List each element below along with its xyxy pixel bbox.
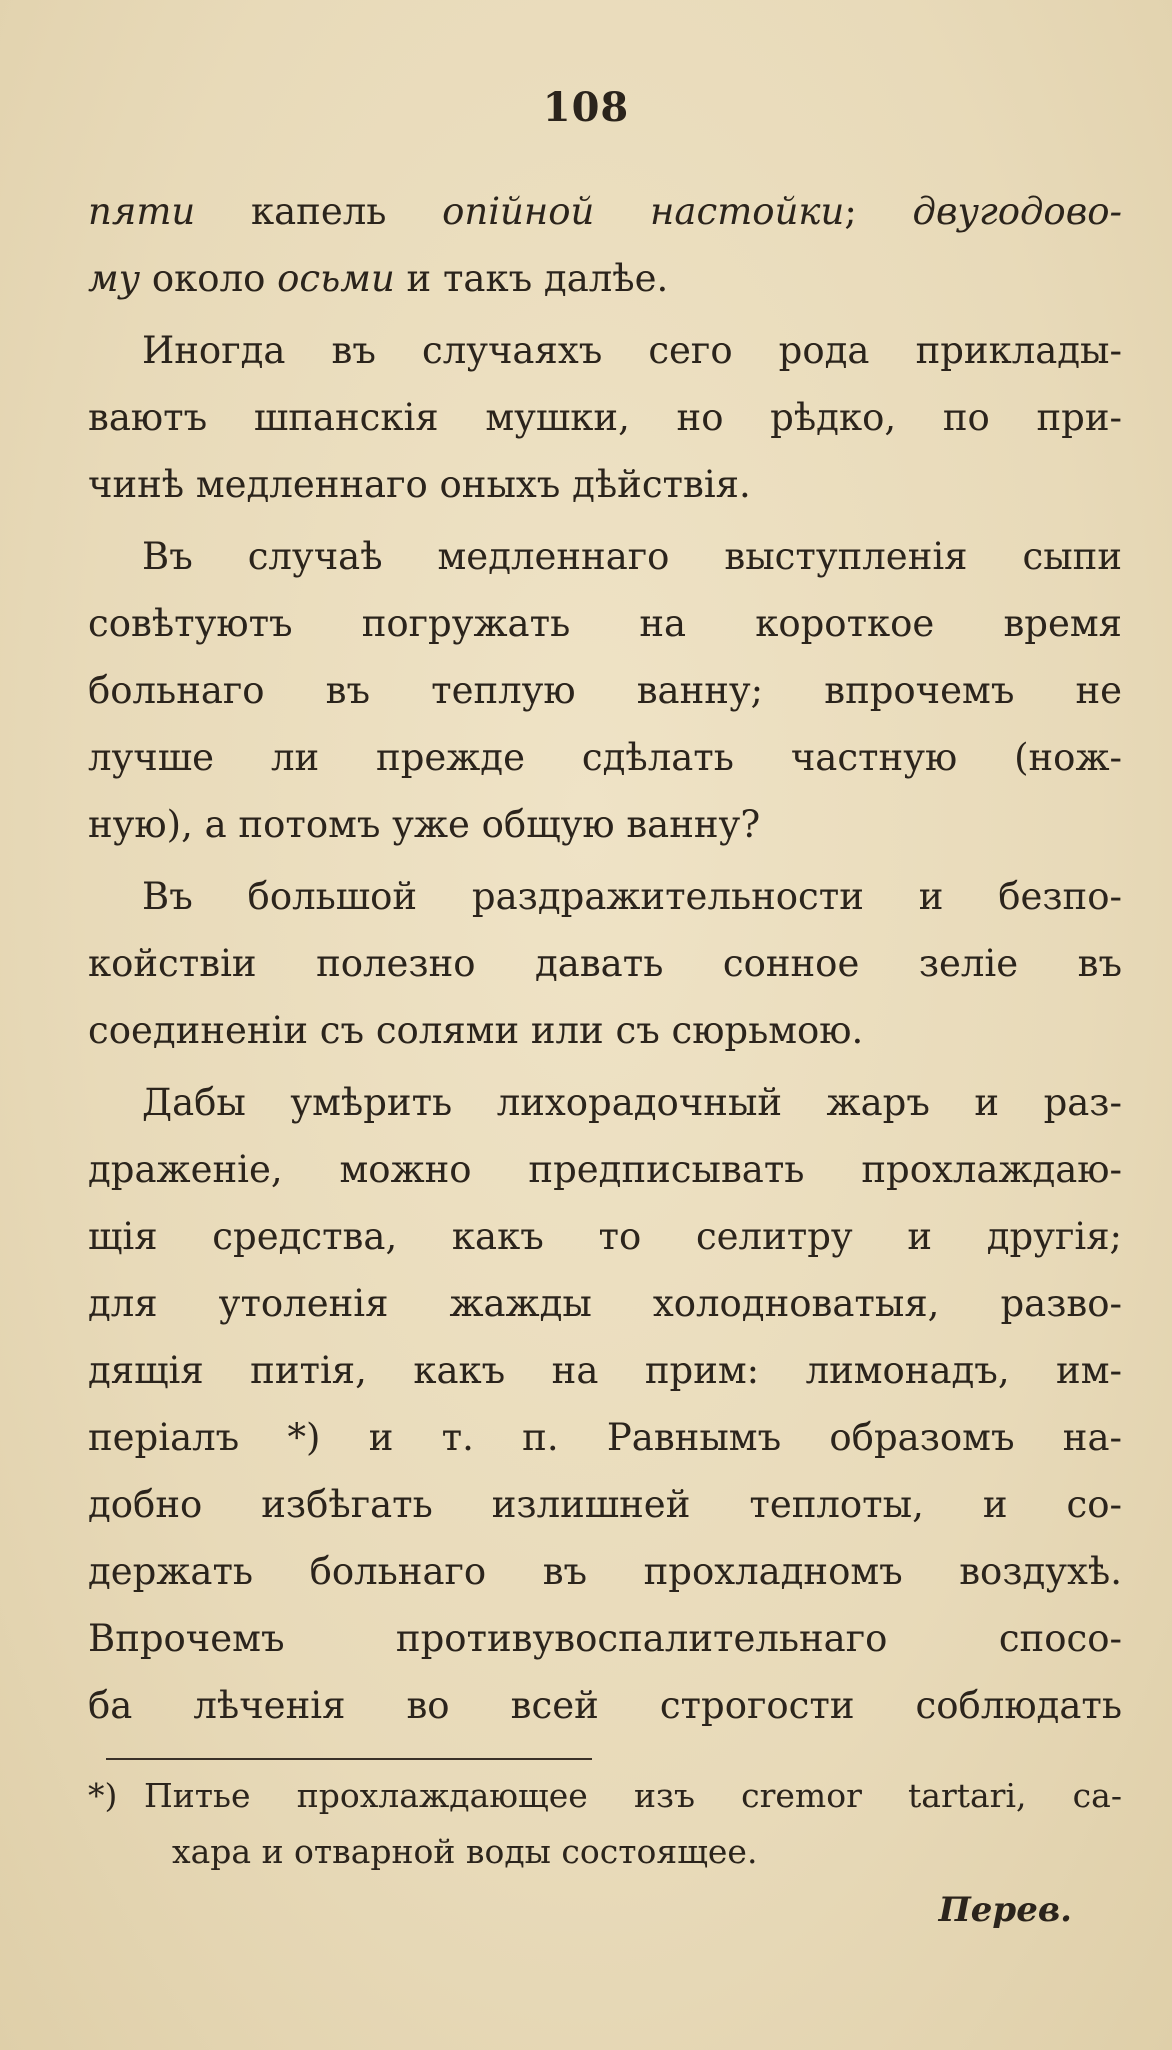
text-line [88,863,1122,930]
text-span: драженіе, можно предписывать прохлаждаю- [88,1148,1122,1191]
text-span: Въ случаѣ медленнаго выступленія сыпи [142,535,1122,578]
italic-text: двугодово- [912,190,1122,233]
text-span: чинѣ медленнаго оныхъ дѣйствія. [88,463,751,506]
text-span: ба лѣченія во всей строгости соблюдать [88,1684,1122,1727]
text-span: ваютъ шпанскія мушки, но рѣдко, по при- [88,396,1122,439]
text-span: дящія питія, какъ на прим: лимонадъ, им- [88,1349,1122,1392]
footnote-text-1: Питье прохлаждающее изъ cremor tartari, са- [144,1776,1122,1815]
text-span: Впрочемъ противувоспалительнаго спосо- [88,1617,1122,1660]
footnote-marker: *) [88,1776,118,1815]
paragraph [88,178,1122,312]
italic-text: му [88,257,141,300]
italic-text: пяти [88,190,196,233]
text-span: Въ большой раздражительности и безпо- [142,875,1122,918]
text-line [88,178,1122,245]
text-line [88,657,1122,724]
text-line [88,1605,1122,1672]
footnote-line-1 [88,1768,1122,1824]
body-text [88,178,1122,1739]
text-span: ную), а потомъ уже общую ванну? [88,803,761,846]
text-line [88,523,1122,590]
text-line [88,1270,1122,1337]
text-span: для утоленія жажды холодноватыя, разво- [88,1282,1122,1325]
text-line [88,1203,1122,1270]
footnote-line-2: хара и отварной воды состоящее. [172,1832,758,1871]
text-span: капель [195,190,443,233]
text-line [88,1337,1122,1404]
text-line [88,724,1122,791]
text-line [88,1672,1122,1739]
paragraph [88,863,1122,1064]
text-line [88,930,1122,997]
text-line [88,1069,1122,1136]
paragraph [88,523,1122,858]
text-span: койствіи полезно давать сонное зеліе въ [88,942,1122,985]
text-line [88,997,1122,1064]
text-line [88,451,1122,518]
translator-note: Перев. [938,1890,1072,1930]
footnote [88,1768,1122,1880]
paragraph [88,1069,1122,1739]
text-line [88,791,1122,858]
text-line [88,590,1122,657]
text-span: держать больнаго въ прохладномъ воздухѣ. [88,1550,1122,1593]
text-line [88,1538,1122,1605]
text-line [88,317,1122,384]
footnote-divider [106,1758,592,1760]
italic-text: опійной настойки [442,190,845,233]
text-span: больнаго въ теплую ванну; впрочемъ не [88,669,1122,712]
text-span: и такъ далѣе. [394,257,669,300]
paragraph [88,317,1122,518]
text-span: соединеніи съ солями или съ сюрьмою. [88,1009,864,1052]
italic-text: осьми [277,257,395,300]
text-span: ; [844,190,913,233]
text-line [88,1136,1122,1203]
text-span: періалъ *) и т. п. Равнымъ образомъ на- [88,1416,1122,1459]
text-line [88,384,1122,451]
text-span: лучше ли прежде сдѣлать частную (нож- [88,736,1122,779]
text-span: совѣтуютъ погружать на короткое время [88,602,1122,645]
text-line [88,1471,1122,1538]
page-number: 108 [542,84,630,131]
text-span: щія средства, какъ то селитру и другія; [88,1215,1122,1258]
text-span: Дабы умѣрить лихорадочный жаръ и раз- [142,1081,1122,1124]
text-line [88,1404,1122,1471]
text-span: около [140,257,278,300]
text-span: Иногда въ случаяхъ сего рода приклады- [142,329,1122,372]
text-span: добно избѣгать излишней теплоты, и со- [88,1483,1122,1526]
text-line [88,245,1122,312]
